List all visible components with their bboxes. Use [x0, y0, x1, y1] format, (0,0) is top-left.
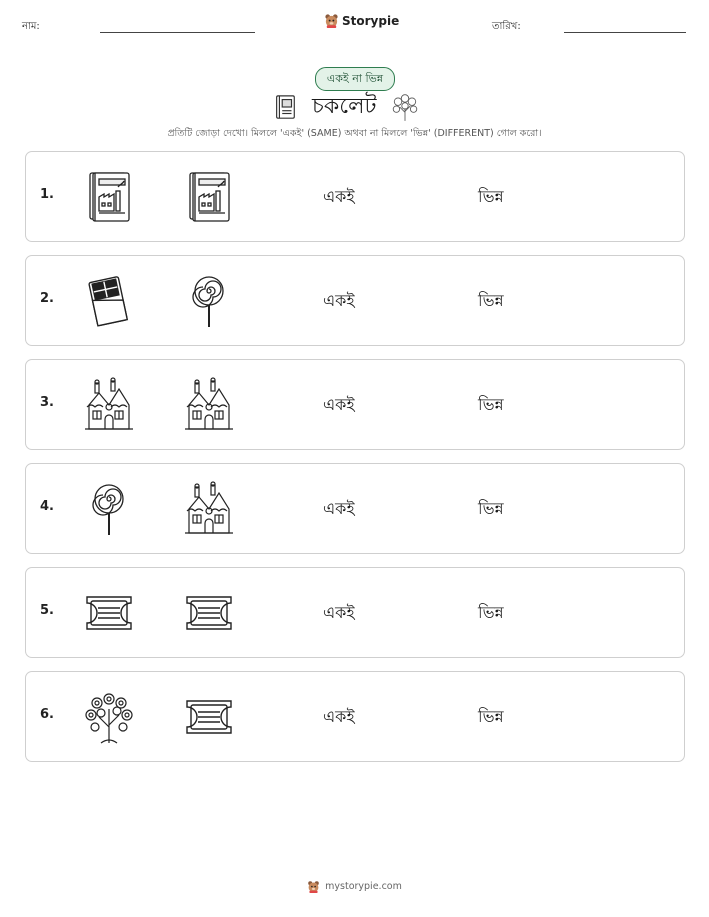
tree-icon	[390, 92, 420, 122]
golden-ticket-icon	[181, 689, 237, 745]
same-option[interactable]: একই	[323, 707, 355, 726]
same-option[interactable]: একই	[323, 395, 355, 414]
same-option[interactable]: একই	[323, 291, 355, 310]
question-number: 5.	[40, 603, 54, 618]
footer	[0, 880, 709, 893]
lollipop-tree-icon	[81, 689, 137, 745]
same-option[interactable]: একই	[323, 499, 355, 518]
storypie-bear-icon	[307, 880, 320, 893]
question-number: 3.	[40, 395, 54, 410]
worksheet-title: চকলেট	[312, 93, 377, 119]
different-option[interactable]: ভিন্ন	[478, 395, 504, 414]
golden-ticket-icon	[81, 585, 137, 641]
lollipop-icon	[81, 481, 137, 537]
date-field[interactable]	[564, 32, 686, 33]
different-option[interactable]: ভিন্ন	[478, 291, 504, 310]
footer-url[interactable]: mystorypie.com	[325, 881, 402, 892]
candy-house-icon	[181, 481, 237, 537]
brand-name: Storypie	[342, 13, 400, 28]
name-label: নাম:	[22, 21, 40, 32]
factory-book-icon	[81, 169, 137, 225]
name-field[interactable]	[100, 32, 255, 33]
candy-house-icon	[81, 377, 137, 433]
different-option[interactable]: ভিন্ন	[478, 187, 504, 206]
same-option[interactable]: একই	[323, 187, 355, 206]
lollipop-icon	[181, 273, 237, 329]
different-option[interactable]: ভিন্ন	[478, 603, 504, 622]
candy-house-icon	[181, 377, 237, 433]
question-number: 4.	[40, 499, 54, 514]
question-row-3	[25, 359, 685, 450]
golden-ticket-icon	[181, 585, 237, 641]
question-number: 6.	[40, 707, 54, 722]
question-row-6	[25, 671, 685, 762]
question-number: 2.	[40, 291, 54, 306]
question-row-1	[25, 151, 685, 242]
chocolate-bar-icon	[81, 273, 137, 329]
same-option[interactable]: একই	[323, 603, 355, 622]
question-row-4	[25, 463, 685, 554]
storypie-bear-icon	[324, 13, 339, 28]
book-icon	[272, 92, 298, 122]
factory-book-icon	[181, 169, 237, 225]
instruction-text: প্রতিটি জোড়া দেখো। মিললে 'একই' (SAME) অথবা না মিললে 'ভিন্ন' (DIFFERENT) গোল করো।	[167, 128, 542, 139]
activity-badge: একই না ভিন্ন	[315, 67, 395, 91]
question-row-2	[25, 255, 685, 346]
different-option[interactable]: ভিন্ন	[478, 499, 504, 518]
question-number: 1.	[40, 187, 54, 202]
brand-logo	[324, 13, 399, 28]
different-option[interactable]: ভিন্ন	[478, 707, 504, 726]
question-row-5	[25, 567, 685, 658]
title-row	[272, 90, 442, 124]
date-label: তারিখ:	[492, 21, 521, 32]
